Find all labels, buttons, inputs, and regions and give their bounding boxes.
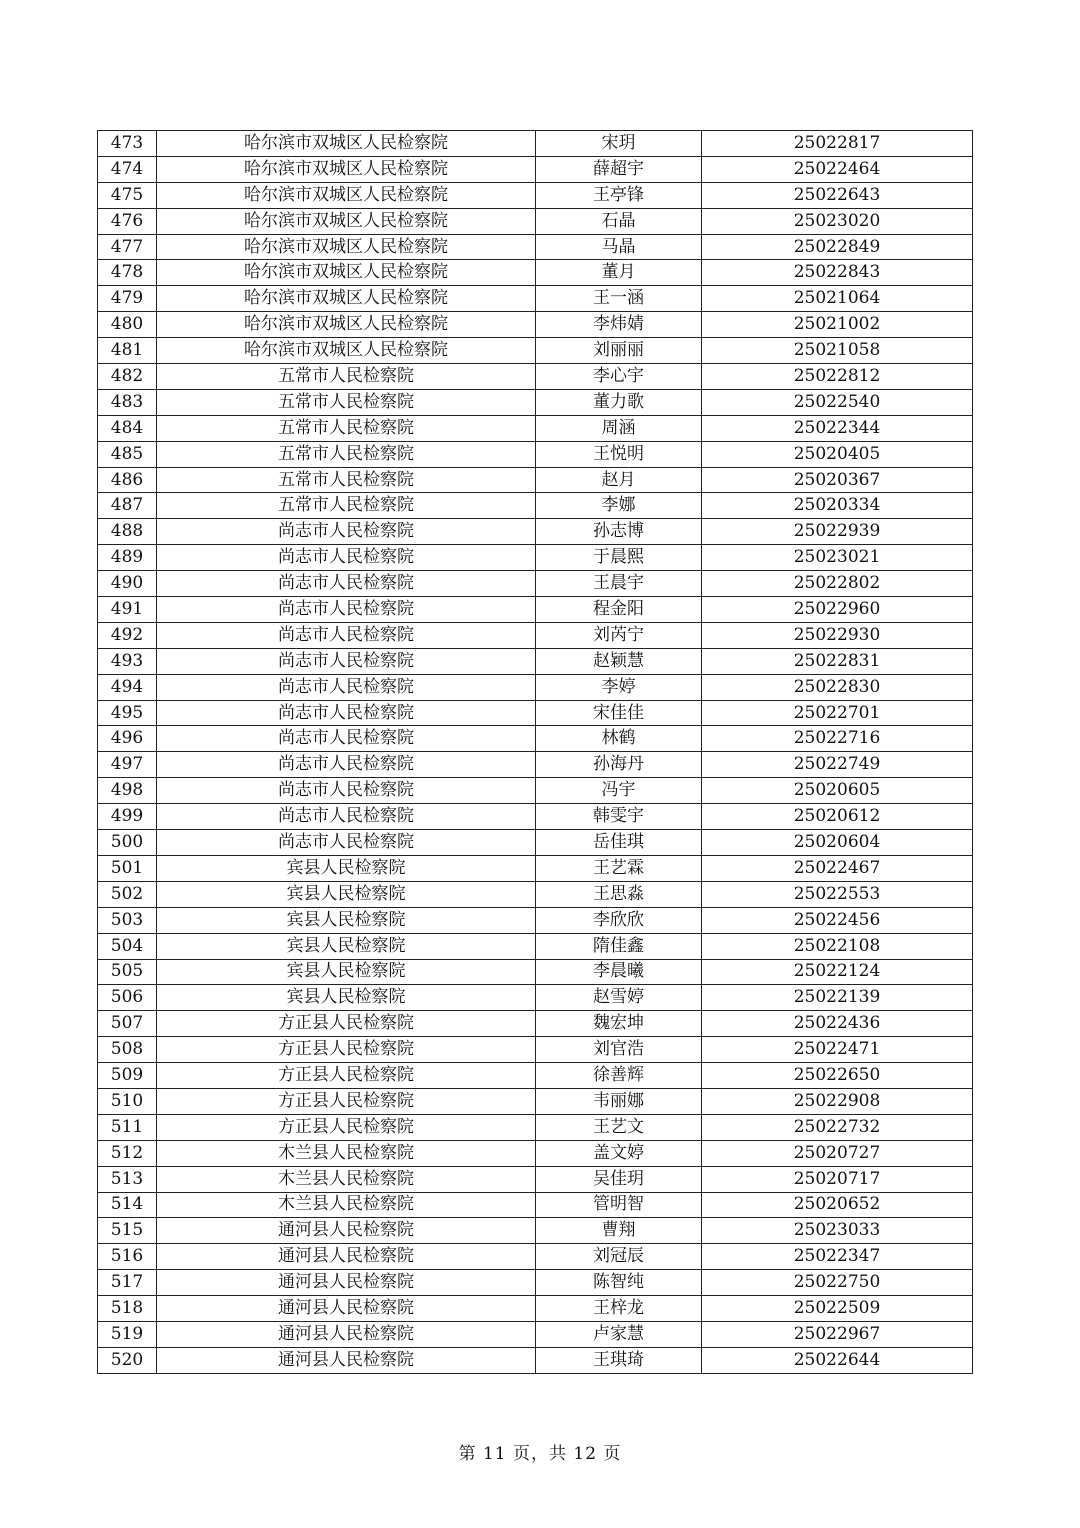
name-cell: 李心宇 xyxy=(536,364,702,390)
unit-cell: 通河县人民检察院 xyxy=(157,1244,536,1270)
exam-id-cell: 25022749 xyxy=(702,752,973,778)
exam-id-cell: 25020334 xyxy=(702,493,973,519)
table-row xyxy=(98,985,973,1011)
row-number-cell: 484 xyxy=(98,415,157,441)
table-row xyxy=(98,674,973,700)
exam-id-cell: 25021002 xyxy=(702,312,973,338)
row-number-cell: 477 xyxy=(98,234,157,260)
exam-id-cell: 25022108 xyxy=(702,933,973,959)
name-cell: 王悦明 xyxy=(536,441,702,467)
exam-id-cell: 25023020 xyxy=(702,208,973,234)
row-number-cell: 520 xyxy=(98,1347,157,1373)
row-number-cell: 474 xyxy=(98,156,157,182)
name-cell: 王思淼 xyxy=(536,881,702,907)
exam-id-cell: 25020717 xyxy=(702,1166,973,1192)
row-number-cell: 480 xyxy=(98,312,157,338)
name-cell: 石晶 xyxy=(536,208,702,234)
table-row xyxy=(98,338,973,364)
table-row xyxy=(98,545,973,571)
row-number-cell: 504 xyxy=(98,933,157,959)
name-cell: 韦丽娜 xyxy=(536,1088,702,1114)
exam-id-cell: 25022802 xyxy=(702,571,973,597)
name-cell: 刘冠辰 xyxy=(536,1244,702,1270)
exam-id-cell: 25020727 xyxy=(702,1140,973,1166)
exam-id-cell: 25020367 xyxy=(702,467,973,493)
unit-cell: 尚志市人民检察院 xyxy=(157,571,536,597)
name-cell: 陈智纯 xyxy=(536,1270,702,1296)
row-number-cell: 518 xyxy=(98,1296,157,1322)
unit-cell: 哈尔滨市双城区人民检察院 xyxy=(157,338,536,364)
unit-cell: 木兰县人民检察院 xyxy=(157,1166,536,1192)
table-row xyxy=(98,260,973,286)
unit-cell: 五常市人民检察院 xyxy=(157,364,536,390)
table-row xyxy=(98,131,973,157)
name-cell: 王琪琦 xyxy=(536,1347,702,1373)
row-number-cell: 517 xyxy=(98,1270,157,1296)
name-cell: 王一涵 xyxy=(536,286,702,312)
name-cell: 卢家慧 xyxy=(536,1321,702,1347)
unit-cell: 尚志市人民检察院 xyxy=(157,778,536,804)
row-number-cell: 495 xyxy=(98,700,157,726)
table-row xyxy=(98,1011,973,1037)
table-row xyxy=(98,1192,973,1218)
unit-cell: 宾县人民检察院 xyxy=(157,959,536,985)
name-cell: 刘官浩 xyxy=(536,1037,702,1063)
table-row xyxy=(98,1347,973,1373)
table-row xyxy=(98,156,973,182)
table-row xyxy=(98,208,973,234)
name-cell: 李炜婧 xyxy=(536,312,702,338)
unit-cell: 宾县人民检察院 xyxy=(157,881,536,907)
name-cell: 于晨熙 xyxy=(536,545,702,571)
unit-cell: 五常市人民检察院 xyxy=(157,441,536,467)
name-cell: 宋玥 xyxy=(536,131,702,157)
table-row xyxy=(98,752,973,778)
table-row xyxy=(98,855,973,881)
exam-id-cell: 25022831 xyxy=(702,648,973,674)
unit-cell: 哈尔滨市双城区人民检察院 xyxy=(157,260,536,286)
row-number-cell: 510 xyxy=(98,1088,157,1114)
table-row xyxy=(98,364,973,390)
row-number-cell: 487 xyxy=(98,493,157,519)
exam-id-cell: 25020605 xyxy=(702,778,973,804)
exam-id-cell: 25022139 xyxy=(702,985,973,1011)
row-number-cell: 482 xyxy=(98,364,157,390)
unit-cell: 方正县人民检察院 xyxy=(157,1088,536,1114)
exam-id-cell: 25022456 xyxy=(702,907,973,933)
name-cell: 赵颖慧 xyxy=(536,648,702,674)
row-number-cell: 499 xyxy=(98,804,157,830)
row-number-cell: 506 xyxy=(98,985,157,1011)
exam-id-cell: 25022467 xyxy=(702,855,973,881)
unit-cell: 尚志市人民检察院 xyxy=(157,622,536,648)
name-cell: 徐善辉 xyxy=(536,1063,702,1089)
row-number-cell: 489 xyxy=(98,545,157,571)
row-number-cell: 501 xyxy=(98,855,157,881)
table-row xyxy=(98,933,973,959)
table-row xyxy=(98,1296,973,1322)
name-cell: 李晨曦 xyxy=(536,959,702,985)
exam-id-cell: 25022553 xyxy=(702,881,973,907)
unit-cell: 宾县人民检察院 xyxy=(157,933,536,959)
exam-id-cell: 25023021 xyxy=(702,545,973,571)
exam-id-cell: 25022812 xyxy=(702,364,973,390)
exam-id-cell: 25022471 xyxy=(702,1037,973,1063)
name-cell: 魏宏坤 xyxy=(536,1011,702,1037)
row-number-cell: 485 xyxy=(98,441,157,467)
row-number-cell: 478 xyxy=(98,260,157,286)
name-cell: 赵雪婷 xyxy=(536,985,702,1011)
exam-id-cell: 25022509 xyxy=(702,1296,973,1322)
exam-id-cell: 25022830 xyxy=(702,674,973,700)
table-row xyxy=(98,467,973,493)
name-cell: 管明智 xyxy=(536,1192,702,1218)
exam-id-cell: 25022436 xyxy=(702,1011,973,1037)
row-number-cell: 498 xyxy=(98,778,157,804)
unit-cell: 尚志市人民检察院 xyxy=(157,752,536,778)
unit-cell: 五常市人民检察院 xyxy=(157,389,536,415)
unit-cell: 通河县人民检察院 xyxy=(157,1270,536,1296)
table-row xyxy=(98,907,973,933)
roster-body xyxy=(98,131,973,1374)
table-row xyxy=(98,415,973,441)
exam-id-cell: 25022939 xyxy=(702,519,973,545)
unit-cell: 尚志市人民检察院 xyxy=(157,804,536,830)
name-cell: 孙海丹 xyxy=(536,752,702,778)
exam-id-cell: 25022908 xyxy=(702,1088,973,1114)
name-cell: 王梓龙 xyxy=(536,1296,702,1322)
exam-id-cell: 25020604 xyxy=(702,830,973,856)
exam-id-cell: 25023033 xyxy=(702,1218,973,1244)
name-cell: 孙志博 xyxy=(536,519,702,545)
exam-id-cell: 25022644 xyxy=(702,1347,973,1373)
table-row xyxy=(98,830,973,856)
row-number-cell: 490 xyxy=(98,571,157,597)
row-number-cell: 505 xyxy=(98,959,157,985)
name-cell: 盖文婷 xyxy=(536,1140,702,1166)
exam-id-cell: 25022344 xyxy=(702,415,973,441)
exam-id-cell: 25021058 xyxy=(702,338,973,364)
table-row xyxy=(98,1063,973,1089)
unit-cell: 方正县人民检察院 xyxy=(157,1114,536,1140)
exam-id-cell: 25022347 xyxy=(702,1244,973,1270)
exam-id-cell: 25022701 xyxy=(702,700,973,726)
unit-cell: 尚志市人民检察院 xyxy=(157,674,536,700)
exam-id-cell: 25020612 xyxy=(702,804,973,830)
name-cell: 李娜 xyxy=(536,493,702,519)
name-cell: 刘丽丽 xyxy=(536,338,702,364)
unit-cell: 尚志市人民检察院 xyxy=(157,830,536,856)
exam-id-cell: 25022650 xyxy=(702,1063,973,1089)
unit-cell: 宾县人民检察院 xyxy=(157,855,536,881)
unit-cell: 木兰县人民检察院 xyxy=(157,1140,536,1166)
table-row xyxy=(98,804,973,830)
row-number-cell: 514 xyxy=(98,1192,157,1218)
name-cell: 马晶 xyxy=(536,234,702,260)
exam-id-cell: 25020405 xyxy=(702,441,973,467)
unit-cell: 哈尔滨市双城区人民检察院 xyxy=(157,312,536,338)
table-row xyxy=(98,778,973,804)
table-row xyxy=(98,648,973,674)
table-row xyxy=(98,389,973,415)
row-number-cell: 507 xyxy=(98,1011,157,1037)
exam-id-cell: 25022843 xyxy=(702,260,973,286)
name-cell: 王艺霖 xyxy=(536,855,702,881)
table-row xyxy=(98,959,973,985)
table-row xyxy=(98,597,973,623)
row-number-cell: 511 xyxy=(98,1114,157,1140)
unit-cell: 方正县人民检察院 xyxy=(157,1011,536,1037)
unit-cell: 五常市人民检察院 xyxy=(157,493,536,519)
table-row xyxy=(98,234,973,260)
table-row xyxy=(98,700,973,726)
row-number-cell: 497 xyxy=(98,752,157,778)
table-row xyxy=(98,312,973,338)
row-number-cell: 473 xyxy=(98,131,157,157)
unit-cell: 哈尔滨市双城区人民检察院 xyxy=(157,286,536,312)
unit-cell: 通河县人民检察院 xyxy=(157,1347,536,1373)
row-number-cell: 508 xyxy=(98,1037,157,1063)
unit-cell: 通河县人民检察院 xyxy=(157,1321,536,1347)
unit-cell: 木兰县人民检察院 xyxy=(157,1192,536,1218)
row-number-cell: 476 xyxy=(98,208,157,234)
row-number-cell: 488 xyxy=(98,519,157,545)
name-cell: 吴佳玥 xyxy=(536,1166,702,1192)
table-row xyxy=(98,441,973,467)
table-row xyxy=(98,1218,973,1244)
name-cell: 冯宇 xyxy=(536,778,702,804)
exam-id-cell: 25022643 xyxy=(702,182,973,208)
unit-cell: 通河县人民检察院 xyxy=(157,1296,536,1322)
row-number-cell: 486 xyxy=(98,467,157,493)
row-number-cell: 492 xyxy=(98,622,157,648)
exam-id-cell: 25022817 xyxy=(702,131,973,157)
exam-id-cell: 25022750 xyxy=(702,1270,973,1296)
exam-id-cell: 25022960 xyxy=(702,597,973,623)
table-row xyxy=(98,571,973,597)
row-number-cell: 516 xyxy=(98,1244,157,1270)
row-number-cell: 519 xyxy=(98,1321,157,1347)
row-number-cell: 475 xyxy=(98,182,157,208)
unit-cell: 尚志市人民检察院 xyxy=(157,519,536,545)
exam-id-cell: 25022930 xyxy=(702,622,973,648)
table-row xyxy=(98,1166,973,1192)
name-cell: 刘芮宁 xyxy=(536,622,702,648)
unit-cell: 五常市人民检察院 xyxy=(157,467,536,493)
table-row xyxy=(98,1037,973,1063)
table-row xyxy=(98,622,973,648)
unit-cell: 哈尔滨市双城区人民检察院 xyxy=(157,234,536,260)
exam-id-cell: 25022849 xyxy=(702,234,973,260)
unit-cell: 尚志市人民检察院 xyxy=(157,700,536,726)
roster-table xyxy=(97,130,973,1374)
name-cell: 宋佳佳 xyxy=(536,700,702,726)
name-cell: 隋佳鑫 xyxy=(536,933,702,959)
table-row xyxy=(98,182,973,208)
unit-cell: 哈尔滨市双城区人民检察院 xyxy=(157,208,536,234)
unit-cell: 尚志市人民检察院 xyxy=(157,726,536,752)
unit-cell: 方正县人民检察院 xyxy=(157,1037,536,1063)
exam-id-cell: 25022464 xyxy=(702,156,973,182)
row-number-cell: 503 xyxy=(98,907,157,933)
unit-cell: 宾县人民检察院 xyxy=(157,907,536,933)
table-row xyxy=(98,1244,973,1270)
row-number-cell: 479 xyxy=(98,286,157,312)
unit-cell: 方正县人民检察院 xyxy=(157,1063,536,1089)
name-cell: 赵月 xyxy=(536,467,702,493)
exam-id-cell: 25022124 xyxy=(702,959,973,985)
row-number-cell: 493 xyxy=(98,648,157,674)
name-cell: 李婷 xyxy=(536,674,702,700)
table-row xyxy=(98,1321,973,1347)
unit-cell: 通河县人民检察院 xyxy=(157,1218,536,1244)
name-cell: 董月 xyxy=(536,260,702,286)
row-number-cell: 500 xyxy=(98,830,157,856)
row-number-cell: 496 xyxy=(98,726,157,752)
row-number-cell: 509 xyxy=(98,1063,157,1089)
name-cell: 王艺文 xyxy=(536,1114,702,1140)
row-number-cell: 515 xyxy=(98,1218,157,1244)
row-number-cell: 502 xyxy=(98,881,157,907)
unit-cell: 哈尔滨市双城区人民检察院 xyxy=(157,156,536,182)
name-cell: 韩雯宇 xyxy=(536,804,702,830)
table-row xyxy=(98,881,973,907)
table-row xyxy=(98,519,973,545)
table-row xyxy=(98,286,973,312)
unit-cell: 五常市人民检察院 xyxy=(157,415,536,441)
page-footer: 第 11 页，共 12 页 xyxy=(458,1444,622,1464)
exam-id-cell: 25020652 xyxy=(702,1192,973,1218)
row-number-cell: 483 xyxy=(98,389,157,415)
name-cell: 薛超宇 xyxy=(536,156,702,182)
exam-id-cell: 25021064 xyxy=(702,286,973,312)
exam-id-cell: 25022716 xyxy=(702,726,973,752)
unit-cell: 哈尔滨市双城区人民检察院 xyxy=(157,131,536,157)
name-cell: 曹翔 xyxy=(536,1218,702,1244)
exam-id-cell: 25022540 xyxy=(702,389,973,415)
exam-id-cell: 25022732 xyxy=(702,1114,973,1140)
name-cell: 王亭锋 xyxy=(536,182,702,208)
table-row xyxy=(98,726,973,752)
row-number-cell: 491 xyxy=(98,597,157,623)
unit-cell: 宾县人民检察院 xyxy=(157,985,536,1011)
unit-cell: 尚志市人民检察院 xyxy=(157,545,536,571)
table-row xyxy=(98,493,973,519)
row-number-cell: 513 xyxy=(98,1166,157,1192)
name-cell: 周涵 xyxy=(536,415,702,441)
unit-cell: 哈尔滨市双城区人民检察院 xyxy=(157,182,536,208)
unit-cell: 尚志市人民检察院 xyxy=(157,597,536,623)
name-cell: 岳佳琪 xyxy=(536,830,702,856)
row-number-cell: 494 xyxy=(98,674,157,700)
table-row xyxy=(98,1270,973,1296)
row-number-cell: 481 xyxy=(98,338,157,364)
name-cell: 林鹤 xyxy=(536,726,702,752)
name-cell: 程金阳 xyxy=(536,597,702,623)
unit-cell: 尚志市人民检察院 xyxy=(157,648,536,674)
table-row xyxy=(98,1140,973,1166)
exam-id-cell: 25022967 xyxy=(702,1321,973,1347)
table-row xyxy=(98,1088,973,1114)
table-row xyxy=(98,1114,973,1140)
row-number-cell: 512 xyxy=(98,1140,157,1166)
name-cell: 董力歌 xyxy=(536,389,702,415)
name-cell: 王晨宇 xyxy=(536,571,702,597)
name-cell: 李欣欣 xyxy=(536,907,702,933)
